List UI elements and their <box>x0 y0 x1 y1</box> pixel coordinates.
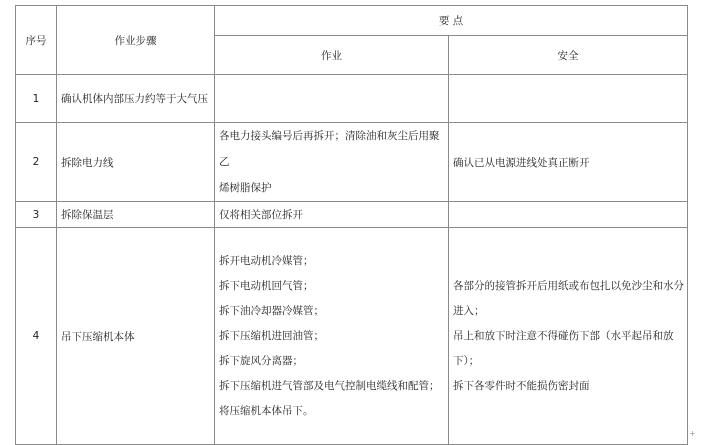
header-safety: 安全 <box>449 36 688 75</box>
header-row-top <box>16 6 688 36</box>
row-number: 4 <box>16 228 57 445</box>
row-number: 1 <box>16 75 57 123</box>
row-work <box>215 123 449 202</box>
safety-line: 下）； <box>453 354 480 367</box>
header-no: 序号 <box>16 6 57 75</box>
table-row <box>16 123 688 202</box>
safety-line: 拆下各零件时不能损伤密封面 <box>453 379 590 392</box>
corner-plus-mark: + <box>689 429 696 438</box>
safety-line: 各部分的接管拆开后用纸或布包扎以免沙尘和水分 <box>453 279 684 292</box>
table-row <box>16 75 688 123</box>
safety-line: 吊上和放下时注意不得碰伤下部（水平起吊和放 <box>453 329 674 342</box>
row-number: 2 <box>16 123 57 202</box>
row-step: 确认机体内部压力约等于大气压 <box>57 75 215 123</box>
work-line: 烯树脂保护 <box>219 182 272 194</box>
row-step: 拆除保温层 <box>57 202 215 228</box>
work-line: 拆下油冷却器冷媒管； <box>219 304 324 317</box>
table-row <box>16 228 688 445</box>
header-step: 作业步骤 <box>57 6 215 75</box>
row-work <box>215 75 449 123</box>
work-line: 拆下旋风分离器； <box>219 354 303 367</box>
row-safety <box>449 228 688 445</box>
procedure-table <box>15 5 688 445</box>
work-line: 仅将相关部位拆开 <box>219 209 303 221</box>
work-line: 各电力接头编号后再拆开；清除油和灰尘后用聚乙 <box>219 130 440 168</box>
row-step: 拆除电力线 <box>57 123 215 202</box>
header-work: 作业 <box>215 36 449 75</box>
row-number: 3 <box>16 202 57 228</box>
safety-line: 确认已从电源进线处真正断开 <box>453 156 590 169</box>
work-line: 拆下压缩机进气管部及电气控制电缆线和配管； <box>219 379 440 392</box>
header-points: 要 点 <box>215 6 688 36</box>
work-line: 将压缩机本体吊下。 <box>219 404 314 417</box>
row-safety <box>449 123 688 202</box>
row-safety <box>449 202 688 228</box>
row-step: 吊下压缩机本体 <box>57 228 215 445</box>
row-work <box>215 228 449 445</box>
row-safety <box>449 75 688 123</box>
work-line: 拆开电动机冷媒管； <box>219 254 314 267</box>
work-line: 拆下压缩机进回油管； <box>219 329 324 342</box>
table-row <box>16 202 688 228</box>
work-line: 拆下电动机回气管； <box>219 279 314 292</box>
row-work <box>215 202 449 228</box>
safety-line: 进入； <box>453 304 485 317</box>
